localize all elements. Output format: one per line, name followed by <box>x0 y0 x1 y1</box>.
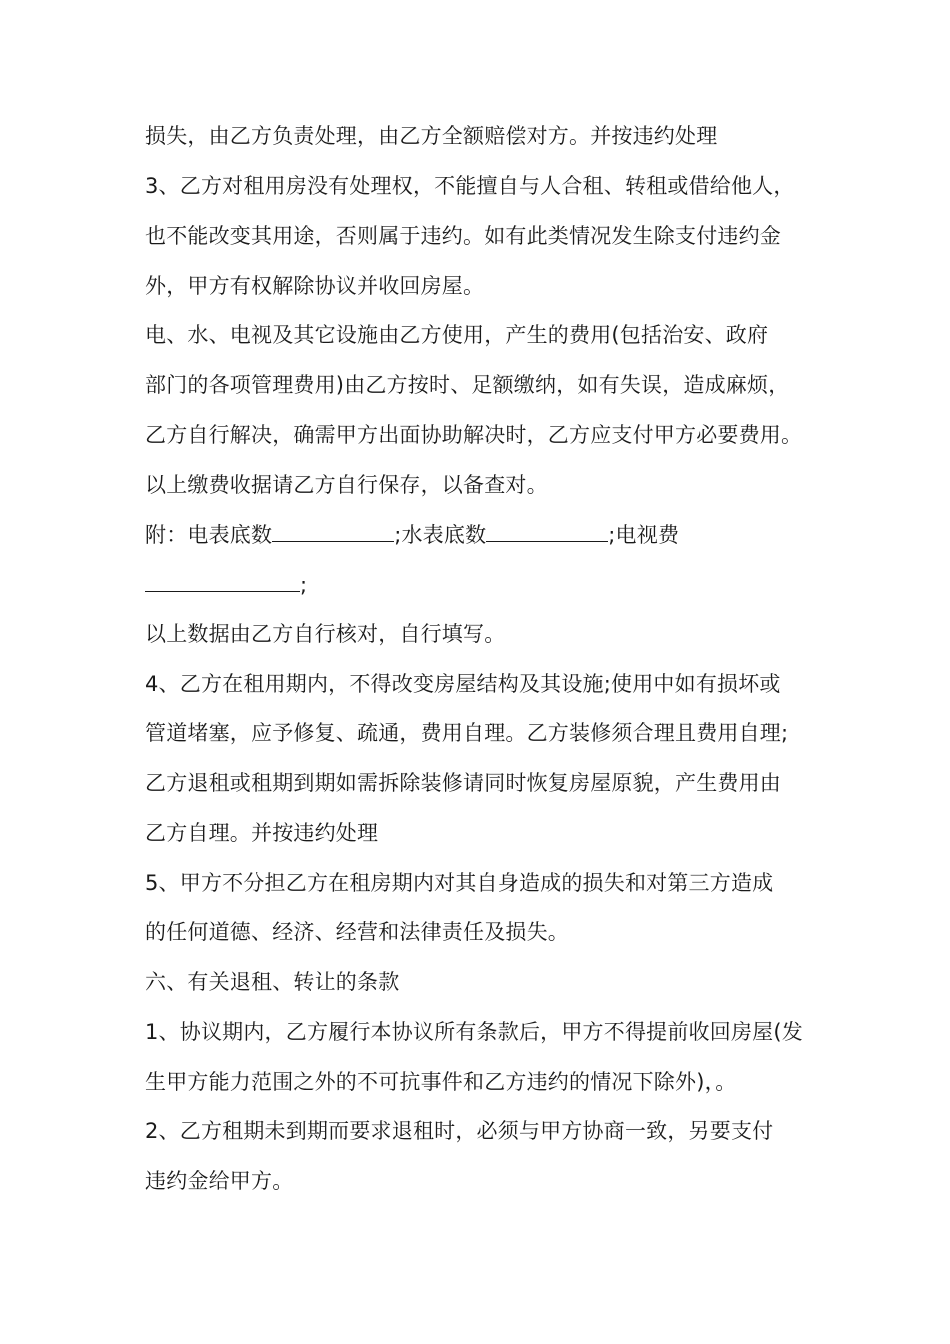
paragraph-line: 以上缴费收据请乙方自行保存，以备查对。 <box>145 473 548 497</box>
appendix-end: ; <box>300 573 308 597</box>
paragraph-line: 外，甲方有权解除协议并收回房屋。 <box>145 274 485 298</box>
paragraph-line: 1、协议期内，乙方履行本协议所有条款后，甲方不得提前收回房屋(发 <box>145 1020 803 1044</box>
paragraph-line: 5、甲方不分担乙方在租房期内对其自身造成的损失和对第三方造成 <box>145 871 774 895</box>
paragraph-line: 4、乙方在租用期内，不得改变房屋结构及其设施;使用中如有损坏或 <box>145 672 781 696</box>
paragraph-line: 违约金给甲方。 <box>145 1169 294 1193</box>
tv-fee-blank[interactable] <box>145 569 300 592</box>
appendix-prefix: 附：电表底数 <box>145 523 273 547</box>
paragraph-line: 部门的各项管理费用)由乙方按时、足额缴纳，如有失误，造成麻烦， <box>145 373 790 397</box>
paragraph-line: 生甲方能力范围之外的不可抗事件和乙方违约的情况下除外)，。 <box>145 1070 737 1094</box>
paragraph-line: 乙方自理。并按违约处理 <box>145 821 379 845</box>
paragraph-line: 乙方退租或租期到期如需拆除装修请同时恢复房屋原貌，产生费用由 <box>145 771 781 795</box>
paragraph-line: 也不能改变其用途，否则属于违约。如有此类情况发生除支付违约金 <box>145 224 781 248</box>
section-heading: 六、有关退租、转让的条款 <box>145 970 400 994</box>
appendix-line <box>145 519 825 550</box>
water-meter-blank[interactable] <box>486 519 608 542</box>
electric-meter-blank[interactable] <box>272 519 394 542</box>
paragraph-line: 乙方自行解决，确需甲方出面协助解决时，乙方应支付甲方必要费用。 <box>145 423 803 447</box>
paragraph-line: 的任何道德、经济、经营和法律责任及损失。 <box>145 920 569 944</box>
paragraph-line: 2、乙方租期未到期而要求退租时，必须与甲方协商一致，另要支付 <box>145 1119 774 1143</box>
paragraph-line: 损失，由乙方负责处理，由乙方全额赔偿对方。并按违约处理 <box>145 124 718 148</box>
paragraph-line: 管道堵塞，应予修复、疏通，费用自理。乙方装修须合理且费用自理; <box>145 721 789 745</box>
paragraph-line: 电、水、电视及其它设施由乙方使用，产生的费用(包括治安、政府 <box>145 323 769 347</box>
appendix-water-label: ;水表底数 <box>394 523 487 547</box>
paragraph-line: 3、乙方对租用房没有处理权，不能擅自与人合租、转租或借给他人， <box>145 174 795 198</box>
appendix-tv-label: ;电视费 <box>608 523 680 547</box>
appendix-line-cont <box>145 569 825 600</box>
paragraph-line: 以上数据由乙方自行核对，自行填写。 <box>145 622 506 646</box>
